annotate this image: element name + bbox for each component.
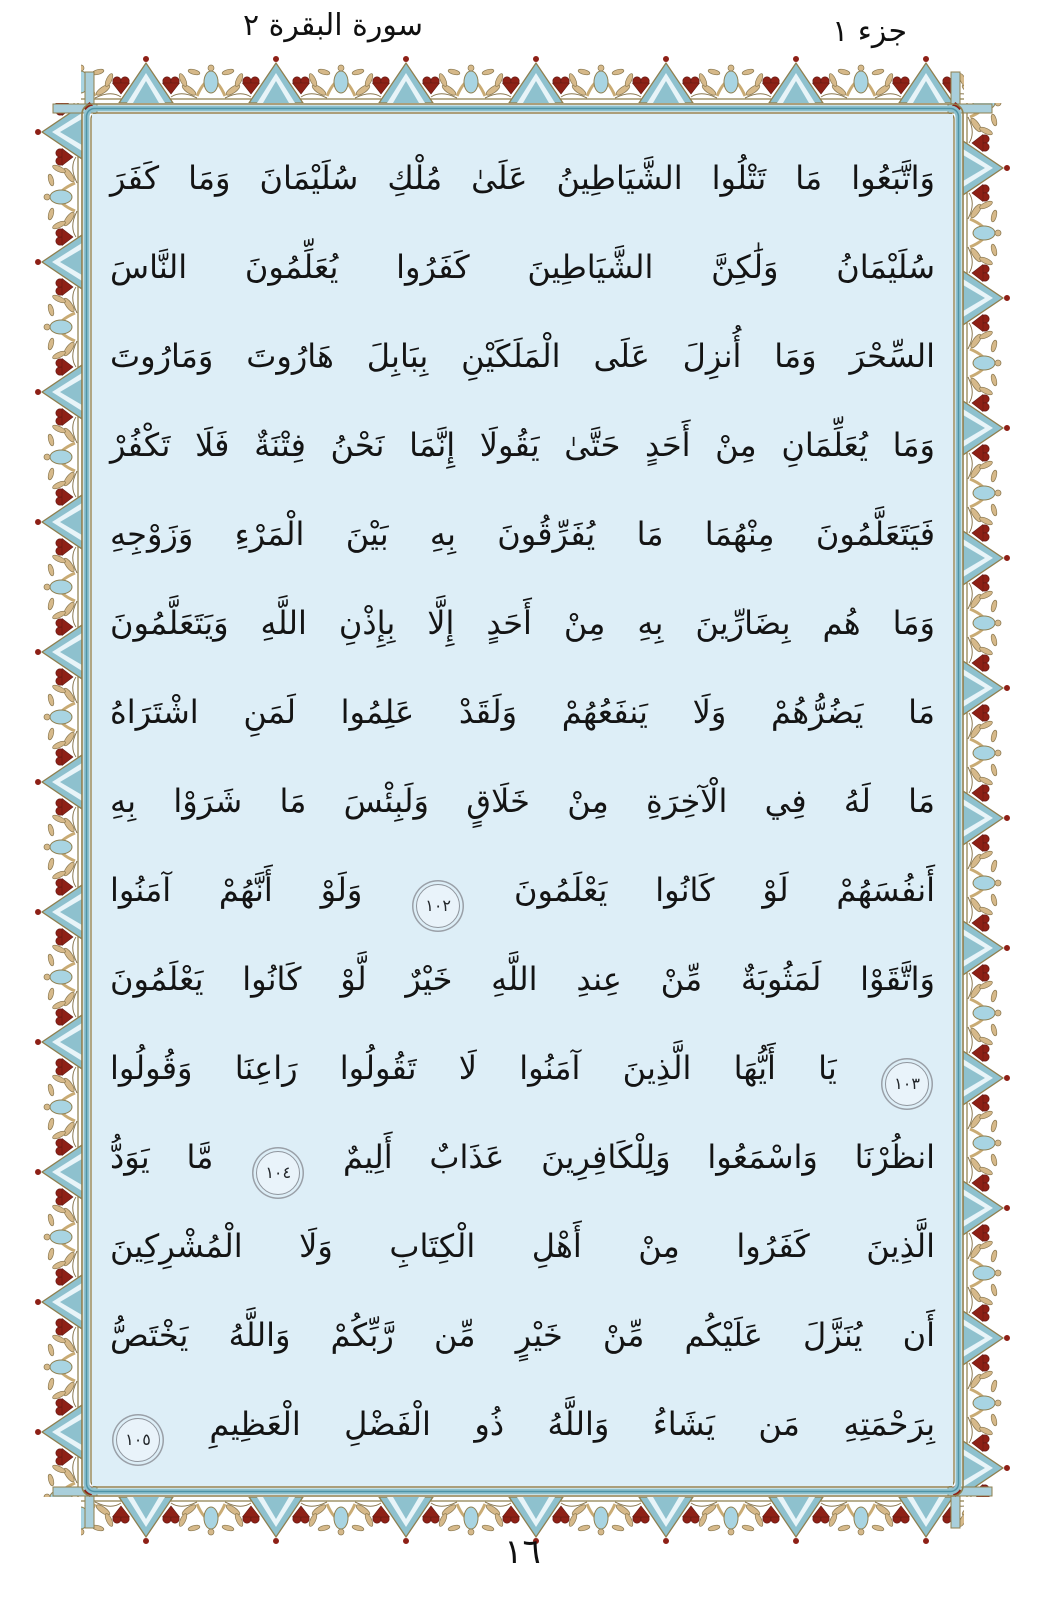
quran-line-text: وَلَوْ أَنَّهُمْ آمَنُوا bbox=[110, 871, 363, 909]
quran-line bbox=[110, 312, 935, 401]
quran-line bbox=[110, 223, 935, 312]
quran-line bbox=[110, 935, 935, 1024]
ayah-marker: ١٠٢ bbox=[416, 884, 460, 928]
quran-line bbox=[110, 757, 935, 846]
quran-text-panel bbox=[92, 114, 953, 1486]
quran-line bbox=[110, 1024, 935, 1113]
ayah-marker: ١٠٣ bbox=[885, 1062, 929, 1106]
quran-line-text: وَاتَّقَوْا لَمَثُوبَةٌ مِّنْ عِندِ اللَّهِ خَيْرٌ لَّوْ كَانُوا يَعْلَمُونَ bbox=[110, 960, 935, 998]
quran-line bbox=[110, 401, 935, 490]
quran-line-text: الَّذِينَ كَفَرُوا مِنْ أَهْلِ الْكِتَابِ وَلَا الْمُشْرِكِينَ bbox=[110, 1227, 935, 1265]
page-number: ١٦ bbox=[504, 1532, 541, 1572]
quran-line-text: مَا لَهُ فِي الْآخِرَةِ مِنْ خَلَاقٍ وَلَبِئْسَ مَا شَرَوْا بِهِ bbox=[110, 782, 935, 820]
quran-line-text: بِرَحْمَتِهِ مَن يَشَاءُ وَاللَّهُ ذُو الْفَضْلِ الْعَظِيمِ bbox=[209, 1405, 935, 1443]
quran-line-text: يَا أَيُّهَا الَّذِينَ آمَنُوا لَا تَقُولُوا رَاعِنَا وَقُولُوا bbox=[110, 1049, 837, 1087]
quran-line-text: وَمَا يُعَلِّمَانِ مِنْ أَحَدٍ حَتَّىٰ يَقُولَا إِنَّمَا نَحْنُ فِتْنَةٌ فَلَا تَكْفُرْ bbox=[110, 426, 935, 464]
quran-line bbox=[110, 490, 935, 579]
quran-line bbox=[110, 134, 935, 223]
ayah-marker: ١٠٥ bbox=[116, 1418, 160, 1462]
quran-line bbox=[110, 668, 935, 757]
quran-line-text: انظُرْنَا وَاسْمَعُوا وَلِلْكَافِرِينَ عَذَابٌ أَلِيمٌ bbox=[343, 1138, 936, 1176]
quran-line bbox=[110, 1291, 935, 1380]
quran-line bbox=[110, 1380, 935, 1469]
quran-line-text: فَيَتَعَلَّمُونَ مِنْهُمَا مَا يُفَرِّقُونَ بِهِ بَيْنَ الْمَرْءِ وَزَوْجِهِ bbox=[110, 515, 935, 553]
quran-line bbox=[110, 1202, 935, 1291]
juz-label: جزء ١ bbox=[832, 14, 907, 49]
quran-line bbox=[110, 846, 935, 935]
quran-line-text: أَن يُنَزَّلَ عَلَيْكُم مِّنْ خَيْرٍ مِّن رَّبِّكُمْ وَاللَّهُ يَخْتَصُّ bbox=[110, 1316, 935, 1354]
ayah-marker: ١٠٤ bbox=[256, 1151, 300, 1195]
quran-line-text: مَّا يَوَدُّ bbox=[110, 1138, 214, 1176]
quran-line-text: سُلَيْمَانُ وَلَٰكِنَّ الشَّيَاطِينَ كَفَرُوا يُعَلِّمُونَ النَّاسَ bbox=[110, 248, 935, 286]
quran-line-text: وَاتَّبَعُوا مَا تَتْلُوا الشَّيَاطِينُ عَلَىٰ مُلْكِ سُلَيْمَانَ وَمَا كَفَرَ bbox=[110, 159, 935, 197]
quran-line-text: السِّحْرَ وَمَا أُنزِلَ عَلَى الْمَلَكَيْنِ بِبَابِلَ هَارُوتَ وَمَارُوتَ bbox=[110, 337, 935, 375]
surah-title-label: سورة البقرة ٢ bbox=[242, 8, 423, 43]
quran-line bbox=[110, 579, 935, 668]
quran-line bbox=[110, 1113, 935, 1202]
quran-line-text: أَنفُسَهُمْ لَوْ كَانُوا يَعْلَمُونَ bbox=[513, 871, 936, 909]
quran-line-text: مَا يَضُرُّهُمْ وَلَا يَنفَعُهُمْ وَلَقَدْ عَلِمُوا لَمَنِ اشْتَرَاهُ bbox=[110, 693, 935, 731]
quran-line-text: وَمَا هُم بِضَارِّينَ بِهِ مِنْ أَحَدٍ إِلَّا بِإِذْنِ اللَّهِ وَيَتَعَلَّمُونَ bbox=[110, 604, 935, 642]
